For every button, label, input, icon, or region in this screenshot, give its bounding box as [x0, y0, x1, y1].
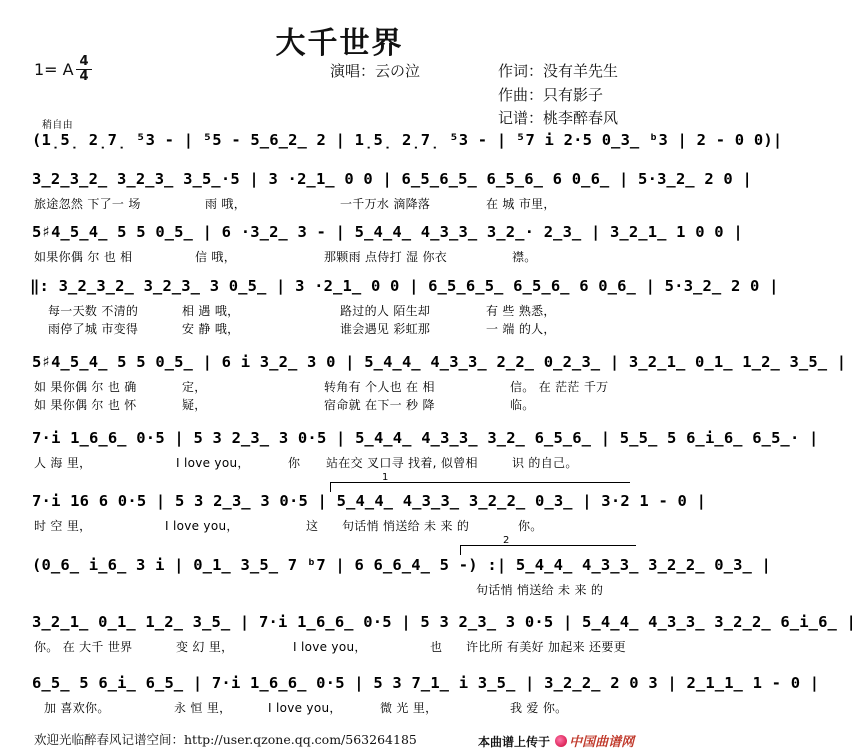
lyric-line-9b: 变 幻 里， [176, 640, 234, 654]
tempo-mark: 稍自由 [42, 120, 73, 131]
lyric-line-8a: 句话悄 悄送给 未 来 的 [476, 583, 604, 597]
lyric-line-2c: 一千万水 滴降落 [340, 197, 431, 211]
lyric-line-7a: 时 空 里， [34, 519, 92, 533]
lyric-line-4h: 一 端 的人， [486, 322, 556, 336]
lyric-line-10d: 微 光 里， [380, 701, 438, 715]
lyric-line-4b: 相 遇 哦， [182, 304, 240, 318]
lyric-line-2d: 在 城 市里， [486, 197, 556, 211]
score-line-10: 6̲5̲ 5 6̲i̲ 6̲5̲ | 7·i 1̲6̲6̲ 0·5 | 5 3 7̲1̲ i 3̲5̲ | 3̲2̲2̲ 2 0 3 | 2̲1̲1̲ 1 - 0 | [32, 674, 820, 692]
score-line-1: (1̣5̣ 2̣7̣ ⁵3 - | ⁵5 - 5̲6̲2̲ 2 | 1̣5̣ 2̣7̣ ⁵3 - | ⁵7 i 2·5 0̲3̲ ᵇ3 | 2 - 0 0)| [32, 131, 783, 149]
score-line-7: 7·i 16 6 0·5 | 5 3 2̲3̲ 3 0·5 | 5̲4̲4̲ 4̲3̲3̲ 3̲2̲2̲ 0̲3̲ | 3·2 1 - 0 | [32, 492, 707, 510]
lyric-line-9c: I love you， [293, 640, 367, 654]
singer-credit: 演唱：云の泣 [330, 62, 421, 80]
score-line-9: 3̲2̲1̲ 0̲1̲ 1̲2̲ 3̲5̲ | 7·i 1̲6̲6̲ 0·5 | 5 3 2̲3̲ 3 0·5 | 5̲4̲4̲ 4̲3̲3̲ 3̲2̲2̲ 6̲i̲6̲ | [32, 613, 856, 631]
key-signature: 1= A [34, 60, 74, 79]
lyric-line-5f: 疑， [182, 398, 207, 412]
score-line-5: 5♯4̲5̲4̲ 5 5 0̲5̲ | 6 i 3̲2̲ 3 0 | 5̲4̲4̲ 4̲3̲3̲ 2̲2̲ 0̲2̲3̲ | 3̲2̲1̲ 0̲1̲ 1̲2̲ 3̲5̲ | [32, 353, 847, 371]
site-logo-text[interactable]: 中国曲谱网 [569, 735, 635, 750]
volta-1-number: 1 [382, 472, 389, 483]
score-line-8: (0̲6̲ i̲6̲ 3 i | 0̲1̲ 3̲5̲ 7 ᵇ7 | 6 6̲6̲4̲ 5 -) :| 5̲4̲4̲ 4̲3̲3̲ 3̲2̲2̲ 0̲3̲ | [32, 556, 772, 574]
score-line-6: 7·i 1̲6̲6̲ 0·5 | 5 3 2̲3̲ 3 0·5 | 5̲4̲4̲ 4̲3̲3̲ 3̲2̲ 6̲5̲6̲ | 5̲5̲ 5 6̲i̲6̲ 6̲5̲· | [32, 429, 819, 447]
lyric-line-10c: I love you， [268, 701, 342, 715]
lyric-line-5b: 定， [182, 380, 207, 394]
lyric-line-7e: 你。 [518, 519, 543, 533]
site-logo-icon [555, 735, 567, 747]
time-signature [76, 56, 92, 83]
lyric-line-10b: 永 恒 里， [174, 701, 232, 715]
volta-1-left [330, 482, 331, 492]
lyric-line-2b: 雨 哦， [205, 197, 247, 211]
lyric-line-6b: I love you， [176, 456, 250, 470]
lyric-line-4e: 雨停了城 市变得 [48, 322, 139, 336]
score-line-3: 5♯4̲5̲4̲ 5 5 0̲5̲ | 6 ·3̲2̲ 3 - | 5̲4̲4̲ 4̲3̲3̲ 3̲2̲· 2̲3̲ | 3̲2̲1̲ 1 0 0 | [32, 223, 743, 241]
lyric-line-9d: 也 [430, 640, 443, 654]
footer-upload [478, 731, 634, 750]
lyricist-credit: 作词：没有羊先生 [498, 62, 619, 80]
composer-credit: 作曲：只有影子 [498, 86, 604, 104]
volta-1-bracket [330, 482, 630, 483]
lyric-line-3a: 如果你偶 尔 也 相 [34, 250, 133, 264]
lyric-line-5a: 如 果你偶 尔 也 确 [34, 380, 137, 394]
lyric-line-5c: 转角有 个人也 在 相 [324, 380, 435, 394]
lyric-line-3b: 信 哦， [195, 250, 237, 264]
footer-visit-text: 欢迎光临醉春风记谱空间：http://user.qzone.qq.com/563264185 [34, 732, 417, 747]
page-title: 大千世界 [275, 26, 404, 61]
footer-upload-label: 本曲谱上传于 [478, 735, 551, 749]
lyric-line-6d: 站在交 叉口寻 找着, 似曾相 [326, 456, 478, 470]
lyric-line-10e: 我 爱 你。 [510, 701, 568, 715]
lyric-line-9a: 你。 在 大千 世界 [34, 640, 133, 654]
meter-bottom: 4 [79, 69, 89, 84]
lyric-line-9e: 许比所 有美好 加起来 还要更 [466, 640, 626, 654]
transcriber-credit: 记谱：桃李醉春风 [498, 109, 619, 127]
lyric-line-6e: 识 的自己。 [512, 456, 578, 470]
lyric-line-5e: 如 果你偶 尔 也 怀 [34, 398, 137, 412]
lyric-line-2a: 旅途忽然 下了一 场 [34, 197, 141, 211]
lyric-line-4c: 路过的人 陌生却 [340, 304, 431, 318]
lyric-line-5h: 临。 [510, 398, 535, 412]
meter-top: 4 [79, 54, 89, 69]
volta-2-number: 2 [503, 535, 510, 546]
lyric-line-5d: 信。 在 茫茫 千万 [510, 380, 609, 394]
lyric-line-3c: 那颗雨 点侍打 湿 你衣 [324, 250, 448, 264]
lyric-line-4f: 安 静 哦， [182, 322, 240, 336]
lyric-line-7d: 句话悄 悄送给 未 来 的 [342, 519, 470, 533]
volta-2-bracket [460, 545, 636, 546]
lyric-line-7b: I love you， [165, 519, 239, 533]
lyric-line-4d: 有 些 熟悉， [486, 304, 556, 318]
score-line-4: ‖: 3̲2̲3̲2̲ 3̲2̲3̲ 3 0̲5̲ | 3 ·2̲1̲ 0 0 | 6̲5̲6̲5̲ 6̲5̲6̲ 6 0̲6̲ | 5·3̲2̲ 2 0 | [30, 277, 779, 295]
lyric-line-3d: 襟。 [512, 250, 537, 264]
lyric-line-5g: 宿命就 在下一 秒 降 [324, 398, 435, 412]
lyric-line-6c: 你 [288, 456, 301, 470]
lyric-line-4g: 谁会遇见 彩虹那 [340, 322, 431, 336]
score-line-2: 3̲2̲3̲2̲ 3̲2̲3̲ 3̲5̲·5 | 3 ·2̲1̲ 0 0 | 6̲5̲6̲5̲ 6̲5̲6̲ 6 0̲6̲ | 5·3̲2̲ 2 0 | [32, 170, 753, 188]
lyric-line-6a: 人 海 里， [34, 456, 92, 470]
lyric-line-4a: 每一天数 不清的 [48, 304, 139, 318]
volta-2-left [460, 545, 461, 555]
lyric-line-10a: 加 喜欢你。 [44, 701, 110, 715]
lyric-line-7c: 这 [306, 519, 319, 533]
